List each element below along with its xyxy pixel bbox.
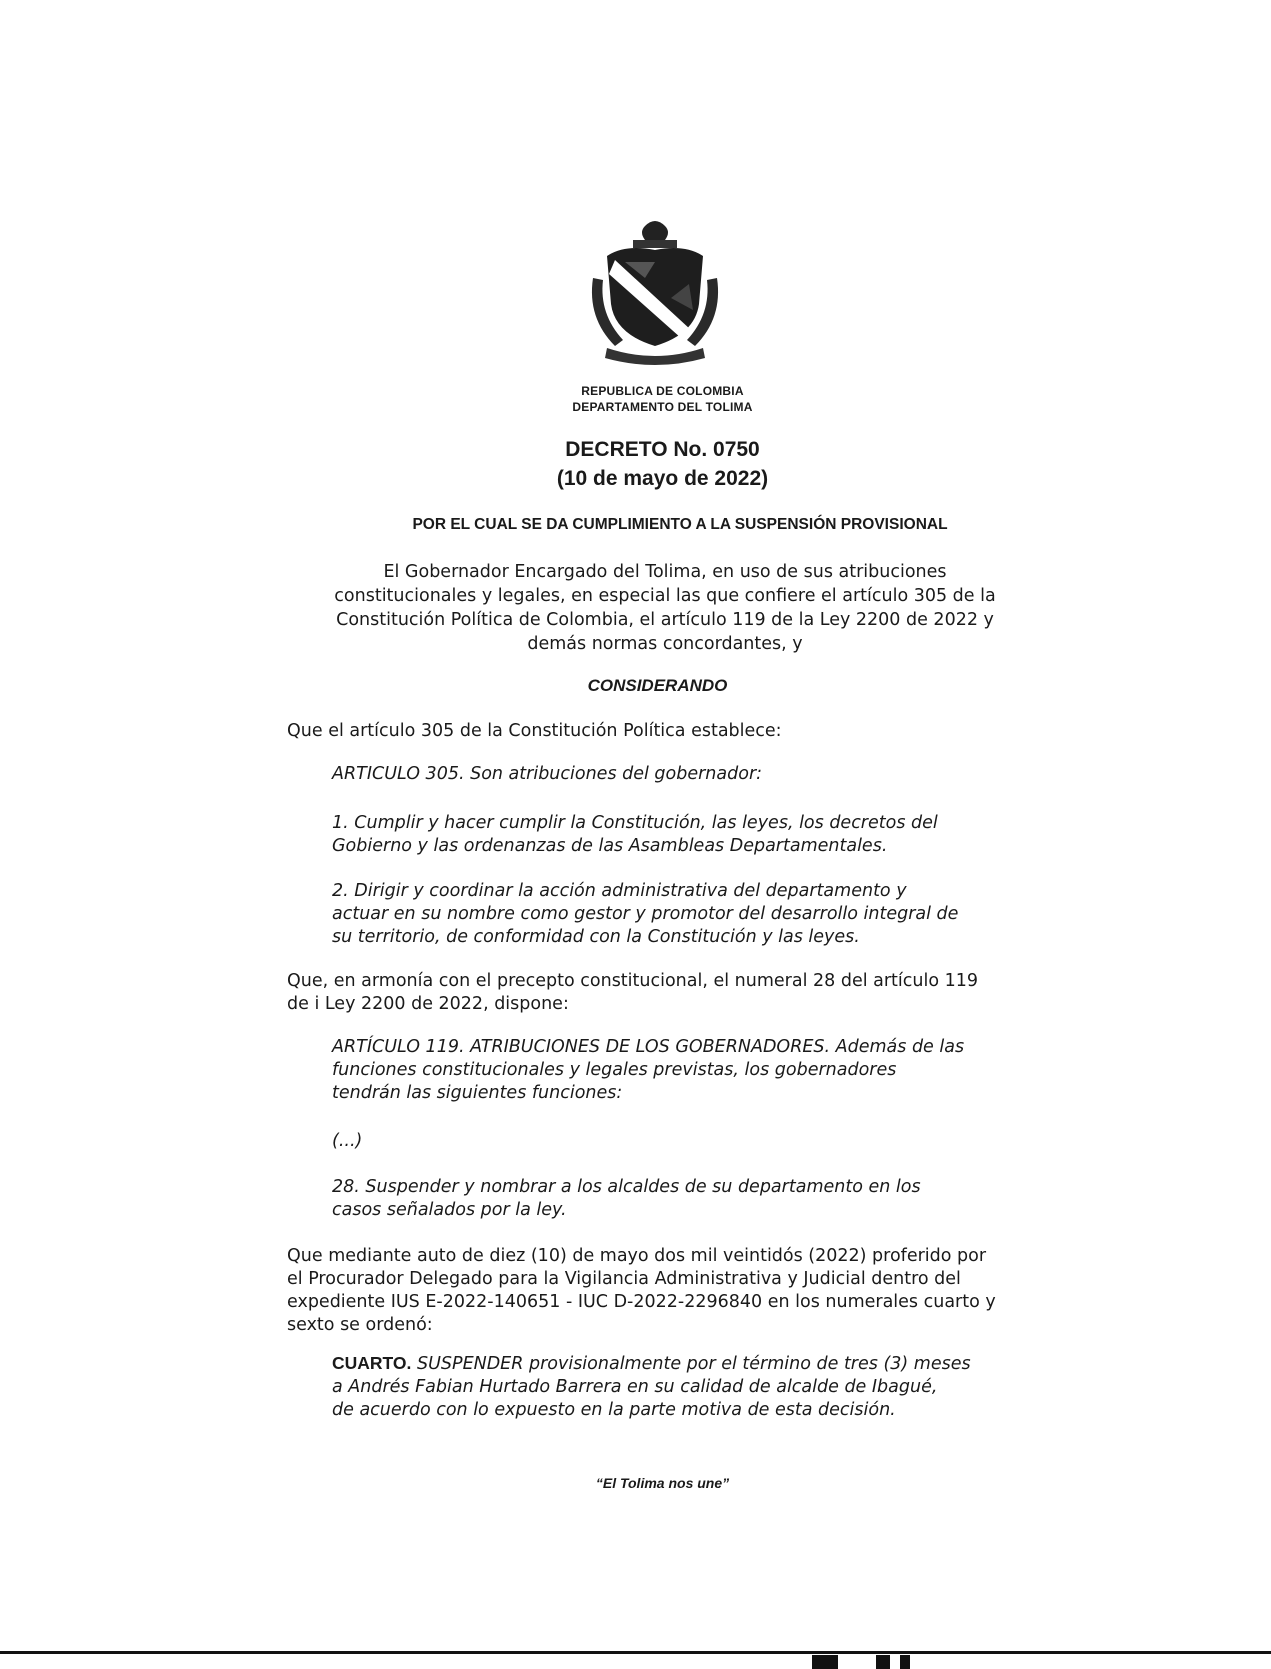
decree-date: (10 de mayo de 2022) [556, 467, 769, 490]
quote-line: de acuerdo con lo expuesto en la parte motiva de esta decisión. [332, 1400, 896, 1420]
quote-cuarto [332, 1352, 972, 1422]
tolima-coat-of-arms-icon [585, 218, 725, 368]
preamble-line: El Gobernador Encargado del Tolima, en uso de sus atribuciones [383, 562, 947, 582]
preamble [300, 560, 1030, 656]
quote-line: 1. Cumplir y hacer cumplir la Constitución, las leyes, los decretos del [332, 813, 938, 833]
preamble-line: demás normas concordantes, y [527, 634, 803, 654]
quote-line: funciones constitucionales y legales previstas, los gobernadores [332, 1060, 897, 1080]
preamble-line: Constitución Política de Colombia, el artículo 119 de la Ley 2200 de 2022 y [336, 610, 994, 630]
paragraph-2 [287, 970, 1029, 1016]
paragraph-3 [287, 1245, 1029, 1337]
paragraph-line: el Procurador Delegado para la Vigilancia Administrativa y Judicial dentro del [287, 1269, 961, 1289]
country-heading: REPUBLICA DE COLOMBIA [581, 384, 744, 398]
quote-line: 2. Dirigir y coordinar la acción administrativa del departamento y [332, 881, 907, 901]
quote-line: su territorio, de conformidad con la Constitución y las leyes. [332, 927, 860, 947]
quote-line [332, 1352, 972, 1376]
scan-mark [900, 1655, 910, 1669]
paragraph-line: expediente IUS E-2022-140651 - IUC D-2022-2296840 en los numerales cuarto y [287, 1292, 996, 1312]
paragraph-line: sexto se ordenó: [287, 1315, 433, 1335]
decree-number: DECRETO No. 0750 [565, 438, 760, 461]
preamble-line: constitucionales y legales, en especial las que confiere el artículo 305 de la [334, 586, 996, 606]
quote-item-1 [332, 812, 972, 858]
department-heading: DEPARTAMENTO DEL TOLIMA [572, 400, 753, 414]
paragraph-line: Que mediante auto de diez (10) de mayo dos mil veintidós (2022) proferido por [287, 1246, 987, 1266]
decree-subject: POR EL CUAL SE DA CUMPLIMIENTO A LA SUSPENSIÓN PROVISIONAL [412, 516, 948, 533]
scan-mark [876, 1655, 890, 1669]
paragraph-line: Que, en armonía con el precepto constitucional, el numeral 28 del artículo 119 [287, 971, 979, 991]
quote-line: tendrán las siguientes funciones: [332, 1083, 623, 1103]
footer-motto: “El Tolima nos une” [595, 1475, 730, 1491]
cuarto-text: SUSPENDER provisionalmente por el término de tres (3) meses [416, 1354, 971, 1374]
quote-line: actuar en su nombre como gestor y promotor del desarrollo integral de [332, 904, 959, 924]
quote-line: casos señalados por la ley. [332, 1200, 567, 1220]
quote-ellipsis: (...) [332, 1131, 363, 1151]
quote-line: Gobierno y las ordenanzas de las Asambleas Departamentales. [332, 836, 888, 856]
considerando-heading: CONSIDERANDO [587, 676, 728, 695]
quote-line: a Andrés Fabian Hurtado Barrera en su calidad de alcalde de Ibagué, [332, 1377, 938, 1397]
quote-line: ARTÍCULO 119. ATRIBUCIONES DE LOS GOBERNADORES. Además de las [332, 1037, 965, 1057]
quote-item-2 [332, 880, 972, 949]
quote-line: 28. Suspender y nombrar a los alcaldes de su departamento en los [332, 1177, 921, 1197]
cuarto-label: CUARTO. [332, 1353, 412, 1373]
footer-rule [0, 1651, 1271, 1654]
quote-article-305: ARTICULO 305. Son atribuciones del gobernador: [332, 764, 763, 784]
quote-article-119 [332, 1036, 972, 1105]
paragraph-line: de i Ley 2200 de 2022, dispone: [287, 994, 569, 1014]
scan-mark [812, 1655, 838, 1669]
paragraph-1: Que el artículo 305 de la Constitución Política establece: [287, 721, 782, 741]
quote-item-28 [332, 1176, 972, 1222]
